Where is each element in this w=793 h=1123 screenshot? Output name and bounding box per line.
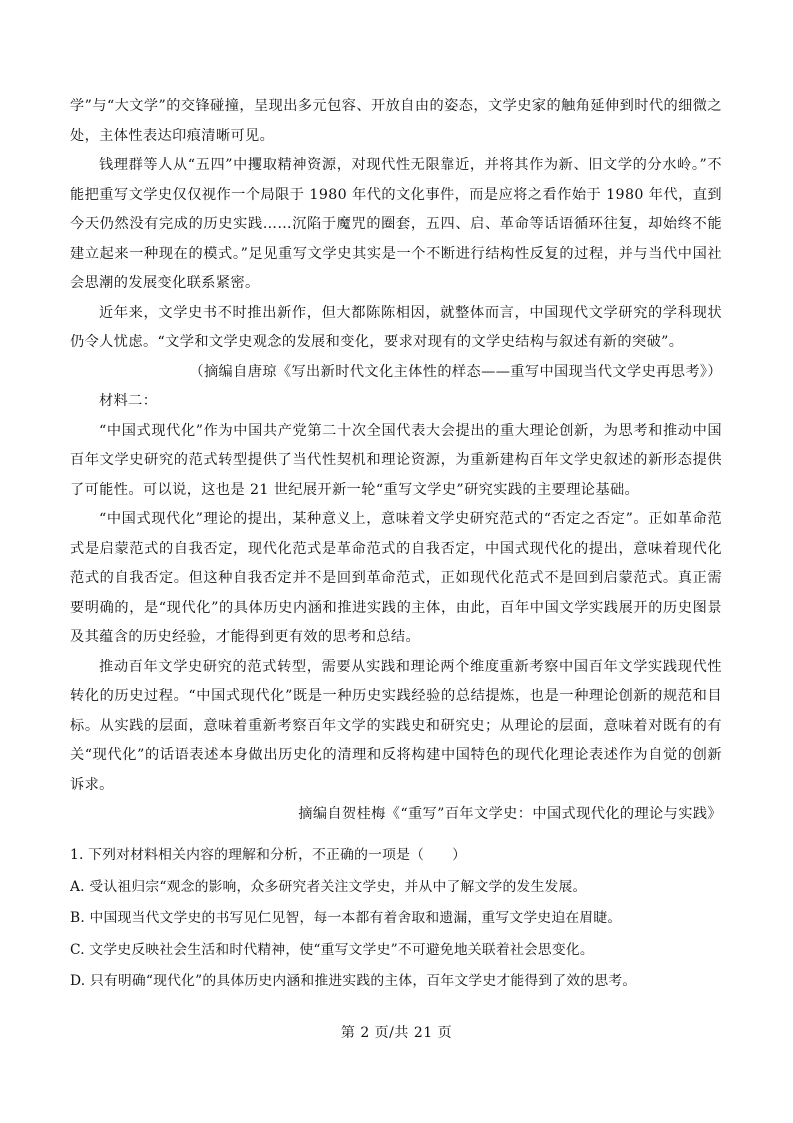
option-d: D. 只有明确“现代化”的具体历史内涵和推进实践的主体，百年文学史才能得到了效的思考。 bbox=[70, 973, 637, 989]
paragraph-negation-of-negation: “中国式现代化”理论的提出，某种意义上，意味着文学史研究范式的“否定之否定”。正如革命范式是启蒙范式的自我否定，现代化范式是革命范式的自我否定，中国式现代化的提出，意味着现代化范式的自我否定。但这种自我否定并不是回到革命范式，正如现代化范式不是回到启蒙范式。真正需要明确的，是“现代化”的具体历史内涵和推进实践的主体，由此，百年中国文学实践展开的历史图景及其蕴含的历史经验，才能得到更有效的思考和总结。 bbox=[70, 511, 722, 645]
source-citation-2: 摘编自贺桂梅《“重写”百年文学史：中国式现代化的理论与实践》 bbox=[298, 806, 722, 822]
paragraph-chinese-modernization: “中国式现代化”作为中国共产党第二十次全国代表大会提出的重大理论创新，为思考和推动中国百年文学史研究的范式转型提供了当代性契机和理论资源，为重新建构百年文学史叙述的新形态提供了可能性。可以说，这也是 21 世纪展开新一轮“重写文学史”研究实践的主要理论基础。 bbox=[70, 422, 722, 498]
option-a: A. 受认祖归宗“观念的影响，众多研究者关注文学史，并从中了解文学的发生发展。 bbox=[70, 878, 587, 895]
paragraph-continuation: 学”与“大文学”的交锋碰撞，呈现出多元包容、开放自由的姿态，文学史家的触角延伸到时代的细微之处，主体性表达印痕清晰可见。 bbox=[70, 98, 722, 144]
question-stem: 1. 下列对材料相关内容的理解和分析，不正确的一项是（ ） bbox=[70, 847, 467, 863]
source-citation-1: （摘编自唐琼《写出新时代文化主体性的样态——重写中国现当代文学史再思考》） bbox=[189, 363, 722, 380]
page-number: 第 2 页/共 21 页 bbox=[340, 1025, 453, 1041]
article-body bbox=[70, 92, 722, 830]
option-c: C. 文学史反映社会生活和时代精神，使“重写文学史”不可避免地关联着社会思变化。 bbox=[70, 941, 594, 958]
option-b: B. 中国现当代文学史的书写见仁见智，每一本都有着舍取和遗漏，重写文学史迫在眉睫。 bbox=[70, 910, 622, 926]
material-two-label: 材料二： bbox=[99, 393, 158, 409]
paragraph-recent-years: 近年来，文学史书不时推出新作，但大都陈陈相因，就整体而言，中国现代文学研究的学科现状仍令人忧虑。“文学和文学史观念的发展和变化，要求对现有的文学史结构与叙述有新的突破”。 bbox=[70, 304, 722, 350]
paragraph-paradigm-shift: 推动百年文学史研究的范式转型，需要从实践和理论两个维度重新考察中国百年文学实践现代性转化的历史过程。“中国式现代化”既是一种历史实践经验的总结提炼，也是一种理论创新的规范和目标。从实践的层面，意味着重新考察百年文学的实践史和研究史；从理论的层面，意味着对既有的有关“现代化”的话语表述本身做出历史化的清理和反将构建中国特色的现代化理论表述作为自觉的创新诉求。 bbox=[70, 658, 722, 793]
question-block bbox=[70, 840, 730, 998]
paragraph-qian-liqun: 钱理群等人从“五四”中攫取精神资源，对现代性无限靠近，并将其作为新、旧文学的分水岭。”不能把重写文学史仅仅视作一个局限于 1980 年代的文化事件，而是应将之看作始于 1980 年代，直到今天仍然没有完成的历史实践……沉陷于魔咒的圈套，五四、启、革命等话语循环往复，却始终不能建立起来一种现在的模式。”足见重写文学史其实是一个不断进行结构性反复的过程，并与当代中国社会思潮的发展变化联系紧密。 bbox=[70, 157, 722, 291]
